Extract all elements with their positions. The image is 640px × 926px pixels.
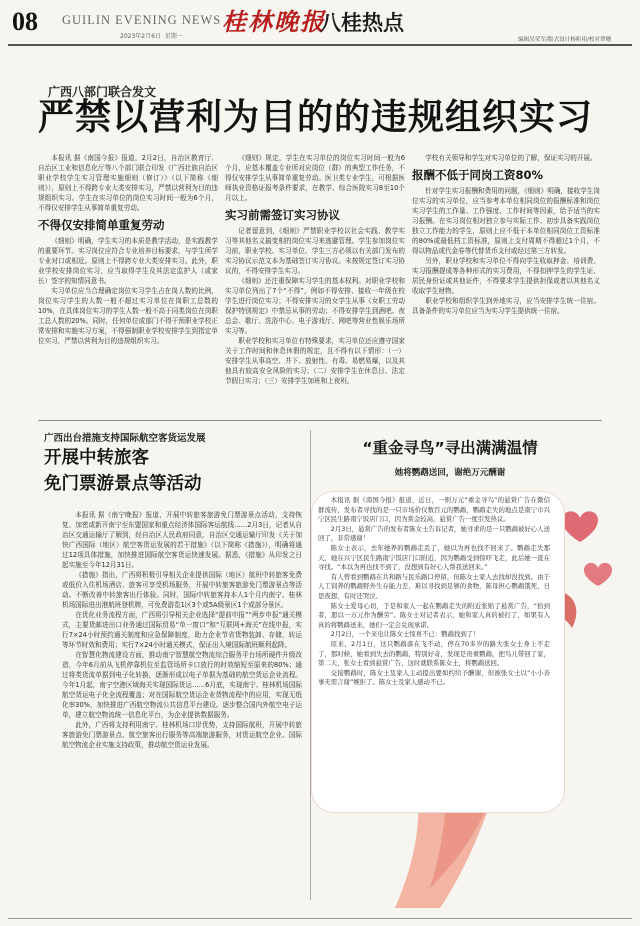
article1-paragraph: 职业学校和组织学生到外地实习，应当安排学生统一住宿。具备条件的实习单位应当为实习学生提供统一住宿。 bbox=[412, 297, 600, 315]
article3-paragraph: 原来，2月1日，这只鹦鹉落在飞不动，停在70多岁的路大张女士身上不走了，那时候，她看到失去的鹦鹉，特别好奇，发现是贵重鹦鹉，把鸟儿带回了家，第二天，张女士看到悬赏广告，这时就联系陈女士，将鹦鹉送回。 bbox=[318, 639, 550, 668]
article2-headline-line-1: 开展中转旅客 bbox=[44, 448, 149, 468]
article3-paragraph: 陈女士爱母心切，于是和家人一起在鹦鹉走失的附近张贴了悬赏广告，“拾到者，愿以一万元作为酬劳”。陈女士对记者表示，她和家人真的被打了，如果有人真的将鹦鹉送来，她们一定会兑现承诺。 bbox=[318, 601, 550, 629]
paper-logo: 桂林晚报 bbox=[222, 7, 326, 36]
article3-paragraph: 陈女士表示，去年她养的鹦鹉走丢了，她以为再也找不回来了。鹦鹉走失那天，她在兴宁区民生路南宁饭店门口附近，因为鹦鹉受到惊吓飞走，此后她一直在寻找。“本以为再也找不到了，没想到有好心人帮我送回来。” bbox=[318, 543, 550, 572]
article1-paragraph: 《细则》明确，学生实习的本质是教学活动，是实践教学的重要环节。实习岗位应符合专业培养目标要求，与学生所学专业对口或相近。原则上不得跨专业大类安排实习。此外，职业学校安排岗位实习，应当取得学生及其法定监护人（或家长）签字的知情同意书。 bbox=[38, 237, 218, 285]
article2-paragraph: 在优化业务流程方面，广西将引导相关企业选择“提前申报”“两步申报”通关模式，主要货邮进出口业务通过国际贸易“单一窗口”和“互联网+海关”在线申报，实行7×24小时预约通关制度和应急保障制度，助力企业节省货物装卸、存储，转运等环节时效和费用；实行7×24小时通关模式，保证出入境国际航班顺利起降。 bbox=[62, 611, 302, 649]
article1-subheading-3: 报酬不低于同岗工资80% bbox=[412, 168, 544, 182]
paper-name-en: GUILIN EVENING NEWS bbox=[62, 13, 222, 27]
issue-weekday: 星期一 bbox=[164, 33, 183, 40]
article1-paragraph: 《细则》还注重保障实习学生的基本权利。对职业学校和实习单位列出了7个“不得”，例如不得安排、接收一年级在校学生进行岗位实习；不得安排实习的女学生从事《女职工劳动保护特别规定》中禁忌从事的劳动；不得安排学生到酒吧、夜总会、歌厅、洗浴中心、电子游戏厅、网吧等营业性娱乐场所实习等。 bbox=[225, 277, 405, 335]
article2-paragraph: 本报讯 据《南宁晚报》报道，开展中转旅客旅游免门票游景点活动，支持恢复、加密或新开南宁至东盟国家和重点经济体国际客运航线……2月3日，记者从自治区交通运输厅了解到，经自治区人民政府同意，自治区交通运输厅印发《关于加快广西国际（地区）航空客货运发展的若干措施》（以下简称《措施》），明确将通过12项具体措施，加快推进国际航空客货运快速发展。据悉，《措施》从印发之日起实施至今年12月31日。 bbox=[62, 511, 302, 569]
article3-paragraph: 2月3日，悬赏广告的发布者陈女士告诉记者，她寻求的是一只鹦鹉被好心人送回了，非常感谢！ bbox=[318, 524, 550, 543]
article3-paragraph: 本报讯 据《南国今报》报道，近日，一则万元“重金寻鸟”的悬赏广告在微信群流传，发布者寻找的是一只市场价仅数百元的鹦鹉，鹦鹉走失的地点是南宁市兴宁区民生路南宁饭店门口，因为赏金较高，悬赏广告一度引发热议。 bbox=[318, 496, 550, 524]
article3-body bbox=[318, 496, 550, 886]
article1-paragraph: 《细则》规定，学生在实习单位的岗位实习时间一般为6个月，应基本覆盖专业所对应岗位（群）的典型工作任务，不得仅安排学生从事简单重复劳动。医卫类专业学生，可根据医师执业资格证报考条件要求，在教学、综合医院实习8至10个月以上。 bbox=[225, 154, 405, 202]
heart-icon bbox=[562, 511, 598, 542]
article1-subheading-1: 不得仅安排简单重复劳动 bbox=[38, 218, 165, 232]
article1-lead-paragraph: 本报讯 据《南国今报》报道，2月2日，自治区教育厅、自治区工业和信息化厅等八个部门联合印发《广西壮族自治区职业学校学生实习管理实施细则（修订）》（以下简称《细则》），原则上不得跨专业大类安排实习，严禁以营利为目的违规组织实习。学生在实习单位的岗位实习时间一般为6个月，不得仅安排学生从事简单重复劳动。 bbox=[38, 154, 218, 212]
article1-paragraph: 记者留意到，《细则》严禁职业学校以社会实践、教学实习等其他名义搞变相的岗位实习来逃避管理。学生参加岗位实习前，职业学校、实习单位、学生三方必须以有关部门发布的实习协议示范文本为基础签订实习协议。未按规定签订实习协议的，不得安排学生实习。 bbox=[225, 227, 405, 275]
article2-paragraph: 《措施》指出，广西将积极引导相关企业提供国际（地区）航班中转旅客免费或低价入住机场酒店、旅客可享受机场服务，开展中转旅客旅游免门票游景点等活动。不断改善中转旅客出行体验。同时，国际中转旅客持本人1个月内南宁、桂林机场国际进出港航班登机牌，可免费游览1区3个或5A级景区1个或部分景区。 bbox=[62, 571, 302, 609]
article1-paragraph: 职业学校和实习单位有特殊要求，实习单位还应遵守国家关于工作时间和休息休假的规定，且不得有以下情形：（一）安排学生从事高空、井下、放射性、有毒、易燃易爆，以及其他具有较高安全风险的实习；（二）安排学生在休息日、法定节假日实习；（三）安排学生加班和上夜班。 bbox=[225, 337, 405, 385]
article1-kicker: 广西八部门联合发文 bbox=[48, 85, 157, 99]
article2-body bbox=[62, 510, 302, 890]
editor-credits: 编辑吴荣军/版式设计杨昕祎/校对覃珊 bbox=[518, 37, 612, 43]
article1-headline: 严禁以营利为目的的违规组织实习 bbox=[38, 97, 594, 138]
article1-paragraph: 另外，职业学校和实习单位不得向学生收取押金、培训费、实习报酬提成等各种形式的实习费用，不得扣押学生的学生证、居民身份证或其他证件，不得要求学生提供担保或者以其他名义收取学生财物。 bbox=[412, 257, 600, 295]
issue-date-text: 2023年2月6日 bbox=[120, 33, 161, 40]
article1-column-1 bbox=[38, 153, 218, 403]
article2-paragraph: 此外，广西将支持利用南宁、桂林机场口岸优势，支持国际航班，开展中转旅客旅游免门票游景点、航空旅客出行服务等高端旅游服务，对货运航空企业、国际航空物流企业实施支持政策，推动航空货运业发展。 bbox=[62, 721, 302, 749]
article2-headline-line-2: 免门票游景点等活动 bbox=[44, 474, 202, 494]
article2-kicker: 广西出台措施支持国际航空客货运发展 bbox=[44, 433, 206, 444]
article3-headline: “重金寻鸟”寻出满满温情 bbox=[362, 439, 538, 457]
page-number: 08 bbox=[12, 7, 38, 36]
article3-paragraph: 有人曾看到鹦鹉在共和路与民乐路口停留，但陈女士家人去找却没找到。由于人工饲养的鹦鹉野外生存能力差，难以寻找到足够的食物，陈母担心鹦鹉饿死，日思夜想，有时还哭泣。 bbox=[318, 572, 550, 600]
article3-paragraph: 2月2日，一个来电让陈女士惊喜不已：鹦鹉找到了！ bbox=[330, 630, 480, 639]
heart-icon bbox=[584, 563, 612, 586]
article1-paragraph: 针对学生实习报酬和费用的问题，《细则》明确，接收学生岗位实习的实习单位，应当参考本单位相同岗位的报酬标准和岗位实习学生的工作量、工作强度、工作时间等因素，给予适当的实习报酬。在实习岗位相对独立参与实际工作、初步具备实践岗位独立工作能力的学生，原则上应不低于本单位相同岗位工资标准的80%或最低档工资标准，原则上支付周期不得超过1个月，不得以物品或代金券等代替货币支付或经过第三方转发。 bbox=[412, 187, 600, 255]
article1-paragraph: 实习单位应当合理确定岗位实习学生占在岗人数的比例，岗位实习学生的人数一般不超过实习单位在岗职工总数的10%，在具体岗位实习的学生人数一般不高于同类岗位在岗职工总人数的20%。同时，任何单位或部门不得干预职业学校正常安排和实施实习方案，不得强制职业学校安排学生到指定单位实习，严禁以营利为目的违规组织实习。 bbox=[38, 287, 218, 345]
article1-paragraph: 学校有关领导和学生对实习单位的了解，保证实习的开展。 bbox=[425, 154, 597, 162]
article2-paragraph: 在智慧化物流建设方面，推动南宁智慧航空物流综合服务平台场所硬件升级改造，今年6月前从飞机停靠机位至监管场所卡口放行的时效缩短至原来的80%；通过将类货流单据到电子化转换，逐渐形成以电子单据为基础的航空货运企业流程。今年1月起，南宁空港区域海关实现国际货运……6月底，实现南宁、桂林机场国际航空货运电子化全流程覆盖；对在国际航空货运企业货物流程中的应用，实现无纸化率30%，加快推进广西航空物流公共信息平台建设。逐步整合国内外航空电子运单，建立航空物流统一信息化平台，为企业提供数据服务。 bbox=[62, 651, 302, 719]
section-divider bbox=[38, 420, 602, 421]
header-rule bbox=[8, 44, 632, 46]
article1-column-2 bbox=[225, 153, 405, 403]
article1-subheading-2: 实习前需签订实习协议 bbox=[225, 208, 340, 222]
article3-subheadline: 她将鹦鹉送回，谢绝万元酬谢 bbox=[394, 468, 506, 478]
article1-column-3 bbox=[412, 153, 600, 403]
section-title: 八桂热点 bbox=[320, 11, 404, 35]
issue-date bbox=[120, 31, 183, 40]
article3-paragraph: 交接鹦鹉时，陈女士及家人主动提出要如约给予酬谢，但被张女士以“小小善事无需言谢”婉拒了。陈女士及家人感动不已。 bbox=[318, 668, 550, 687]
footer-rule bbox=[8, 918, 632, 919]
